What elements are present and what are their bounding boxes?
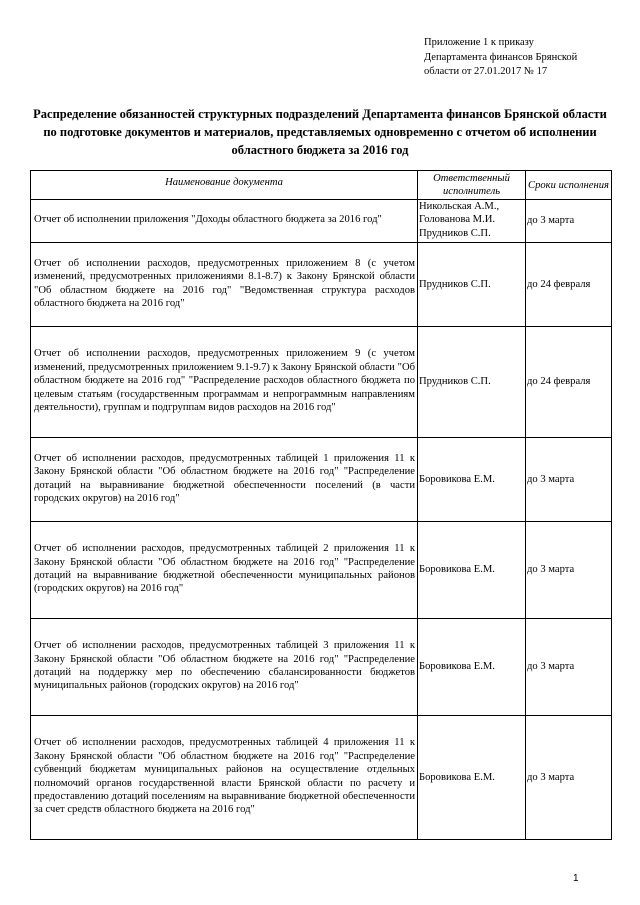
deadline-cell: до 3 марта [526, 200, 612, 243]
appendix-note-line: Департамента финансов Брянской [424, 51, 578, 63]
responsible-cell [418, 619, 526, 716]
responsible-name: Голованова М.И. [419, 214, 496, 226]
responsibility-table [30, 170, 612, 840]
table-row [31, 200, 612, 243]
table-header-row [31, 171, 612, 200]
responsible-cell [418, 243, 526, 327]
deadline-cell: до 24 февраля [526, 327, 612, 438]
table-row [31, 243, 612, 327]
responsible-name: Прудников С.П. [419, 376, 491, 388]
responsible-name: Никольская А.М., [419, 201, 500, 212]
deadline-cell: до 3 марта [526, 716, 612, 840]
page-number: 1 [573, 873, 579, 884]
document-cell: Отчет об исполнении расходов, предусмотренных таблицей 4 приложения 11 к Закону Брянской области "Об областном бюджете на 2016 год" "Распределение субвенций бюджетам муниципальных районов на осуществление отдельных полномочий органов государственной власти Брянской области по расчету и предоставлению дотаций поселениям на выравнивание бюджетной обеспеченности за счет средств областного бюджета на 2016 год" [31, 716, 418, 840]
appendix-note-line: области от 27.01.2017 № 17 [424, 66, 548, 77]
document-cell: Отчет об исполнении расходов, предусмотренных приложением 9 (с учетом изменений, предусмотренных приложением 9.1-9.7) к Закону Брянской области "Об областном бюджете на 2016 год" "Распределение расходов областного бюджета по целевым статьям (государственным программам и непрограммным направлениям деятельности), группам и подгруппам видов расходов на 2016 год" [31, 327, 418, 438]
document-cell: Отчет об исполнении расходов, предусмотренных таблицей 2 приложения 11 к Закону Брянской области "Об областном бюджете на 2016 год" "Распределение дотаций на выравнивание бюджетной обеспеченности муниципальных районов (городских округов) на 2016 год" [31, 522, 418, 619]
responsible-name: Боровикова Е.М. [419, 771, 495, 783]
table-row [31, 327, 612, 438]
header-document: Наименование документа [31, 171, 418, 200]
responsible-cell [418, 327, 526, 438]
table-row [31, 716, 612, 840]
responsible-cell [418, 522, 526, 619]
document-cell: Отчет об исполнении расходов, предусмотренных таблицей 3 приложения 11 к Закону Брянской области "Об областном бюджете на 2016 год" "Распределение дотаций на поддержку мер по обеспечению сбалансированности бюджетов муниципальных районов (городских округов) на 2016 год" [31, 619, 418, 716]
table-row [31, 522, 612, 619]
document-cell: Отчет об исполнении расходов, предусмотренных приложением 8 (с учетом изменений, предусмотренных приложениями 8.1-8.7) к Закону Брянской области "Об областном бюджете на 2016 год" "Ведомственная структура расходов областного бюджета на 2016 год" [31, 243, 418, 327]
header-deadline: Сроки исполнения [526, 171, 612, 200]
responsible-name: Боровикова Е.М. [419, 564, 495, 576]
responsible-cell [418, 716, 526, 840]
deadline-cell: до 3 марта [526, 522, 612, 619]
appendix-note-line: Приложение 1 к приказу [424, 37, 534, 48]
responsible-name: Прудников С.П. [419, 227, 491, 239]
deadline-cell: до 3 марта [526, 619, 612, 716]
responsible-cell [418, 438, 526, 522]
deadline-cell: до 24 февраля [526, 243, 612, 327]
responsible-name: Боровикова Е.М. [419, 473, 495, 485]
appendix-note [424, 36, 629, 80]
responsible-name: Боровикова Е.М. [419, 661, 495, 673]
document-cell: Отчет об исполнении расходов, предусмотренных таблицей 1 приложения 11 к Закону Брянской области "Об областном бюджете на 2016 год" "Распределение дотаций на выравнивание бюджетной обеспеченности поселений (в части городских округов) на 2016 год" [31, 438, 418, 522]
responsible-cell [418, 200, 526, 243]
deadline-cell: до 3 марта [526, 438, 612, 522]
document-title: Распределение обязанностей структурных подразделений Департамента финансов Брянской области по подготовке документов и материалов, представляемых одновременно с отчетом об исполнении областного бюджета за 2016 год [33, 107, 607, 157]
responsible-name: Прудников С.П. [419, 278, 491, 290]
table-row [31, 438, 612, 522]
header-responsible: Ответственный исполнитель [418, 171, 526, 200]
table-row [31, 619, 612, 716]
document-cell: Отчет об исполнении приложения "Доходы областного бюджета за 2016 год" [31, 200, 418, 243]
